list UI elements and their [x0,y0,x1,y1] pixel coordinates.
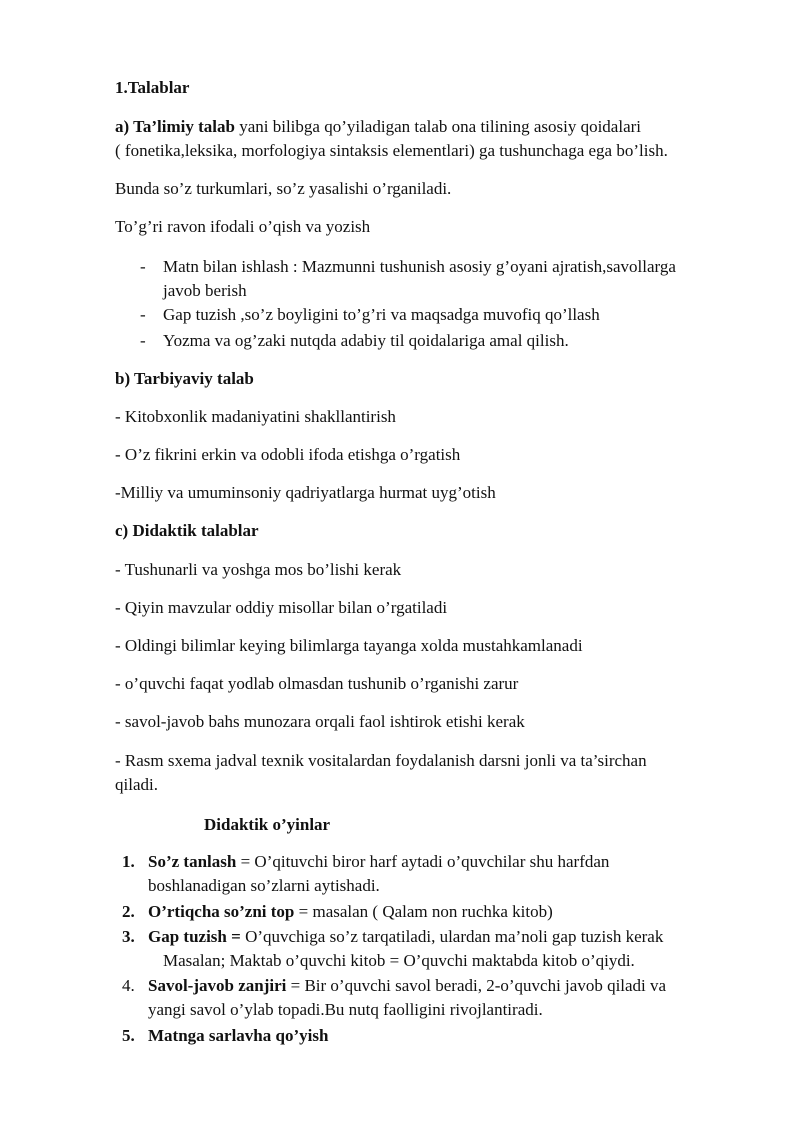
section-c-item: - Rasm sxema jadval texnik vositalardan foydalanish darsni jonli va ta’sirchan [115,751,647,770]
section-a-line1 [115,116,641,138]
game-item [148,901,553,923]
bullet-dash: - [140,257,146,276]
section-a-line1-text: yani bilibga qo’yiladigan talab ona tilining asosiy qoidalari [234,117,641,136]
bullet-item: Yozma va og’zaki nutqda adabiy til qoidalariga amal qilish. [163,331,569,350]
game-item-continued: yangi savol o’ylab topadi.Bu nutq faolligini rivojlantiradi. [148,1000,543,1019]
section-c-item-continued: qiladi. [115,775,158,794]
bullet-dash: - [140,305,146,324]
section-b-item: - Kitobxonlik madaniyatini shakllantirish [115,407,396,426]
section-c-item: - o’quvchi faqat yodlab olmasdan tushunib o’rganishi zarur [115,674,519,693]
game-name: Savol-javob zanjiri [148,976,287,995]
list-number: 1. [122,852,135,871]
section-b-item: - O’z fikrini erkin va odobli ifoda etishga o’rgatish [115,445,461,464]
section-a-paragraph: Bunda so’z turkumlari, so’z yasalishi o’rganiladi. [115,179,452,198]
game-item-continued: Masalan; Maktab o’quvchi kitob = O’quvchi maktabda kitob o’qiydi. [163,951,635,970]
section-b-item: -Milliy va umuminsoniy qadriyatlarga hurmat uyg’otish [115,483,496,502]
games-heading: Didaktik o’yinlar [204,815,331,834]
list-number: 3. [122,927,135,946]
section-b-heading: b) Tarbiyaviy talab [115,369,254,388]
bullet-item: Gap tuzish ,so’z boyligini to’g’ri va maqsadga muvofiq qo’llash [163,305,600,324]
game-name: O’rtiqcha so’zni top [148,902,295,921]
list-number: 4. [122,976,135,995]
section-c-item: - Tushunarli va yoshga mos bo’lishi kerak [115,560,402,579]
bullet-dash: - [140,331,146,350]
game-description: O’quvchiga so’z tarqatiladi, ulardan ma’noli gap tuzish kerak [245,927,664,946]
game-description: = Bir o’quvchi savol beradi, 2-o’quvchi javob qiladi va [286,976,667,995]
section-a-line2: ( fonetika,leksika, morfologiya sintaksis elementlari) ga tushunchaga ega bo’lish. [115,141,668,160]
game-description: = O’qituvchi biror harf aytadi o’quvchilar shu harfdan [236,852,610,871]
game-name: Gap tuzish = [148,927,246,946]
section-c-item: - Qiyin mavzular oddiy misollar bilan o’rgatiladi [115,598,448,617]
game-item-continued: boshlanadigan so’zlarni aytishadi. [148,876,380,895]
bullet-item: Matn bilan ishlash : Mazmunni tushunish asosiy g’oyani ajratish,savollarga [163,257,676,276]
section-a-paragraph: To’g’ri ravon ifodali o’qish va yozish [115,217,371,236]
game-item [148,926,663,948]
bullet-item-continued: javob berish [163,281,247,300]
game-description: = masalan ( Qalam non ruchka kitob) [294,902,553,921]
game-item [148,851,609,873]
game-name: Matnga sarlavha qo’yish [148,1026,329,1045]
section-c-item: - savol-javob bahs munozara orqali faol ishtirok etishi kerak [115,712,525,731]
game-name: So’z tanlash [148,852,237,871]
game-item [148,975,666,997]
section-c-heading: c) Didaktik talablar [115,521,259,540]
game-item [148,1025,328,1047]
section-c-item: - Oldingi bilimlar keying bilimlarga tayanga xolda mustahkamlanadi [115,636,583,655]
list-number: 2. [122,902,135,921]
list-number: 5. [122,1026,135,1045]
document-title: 1.Talablar [115,78,190,97]
section-a-heading: a) Ta’limiy talab [115,117,235,136]
